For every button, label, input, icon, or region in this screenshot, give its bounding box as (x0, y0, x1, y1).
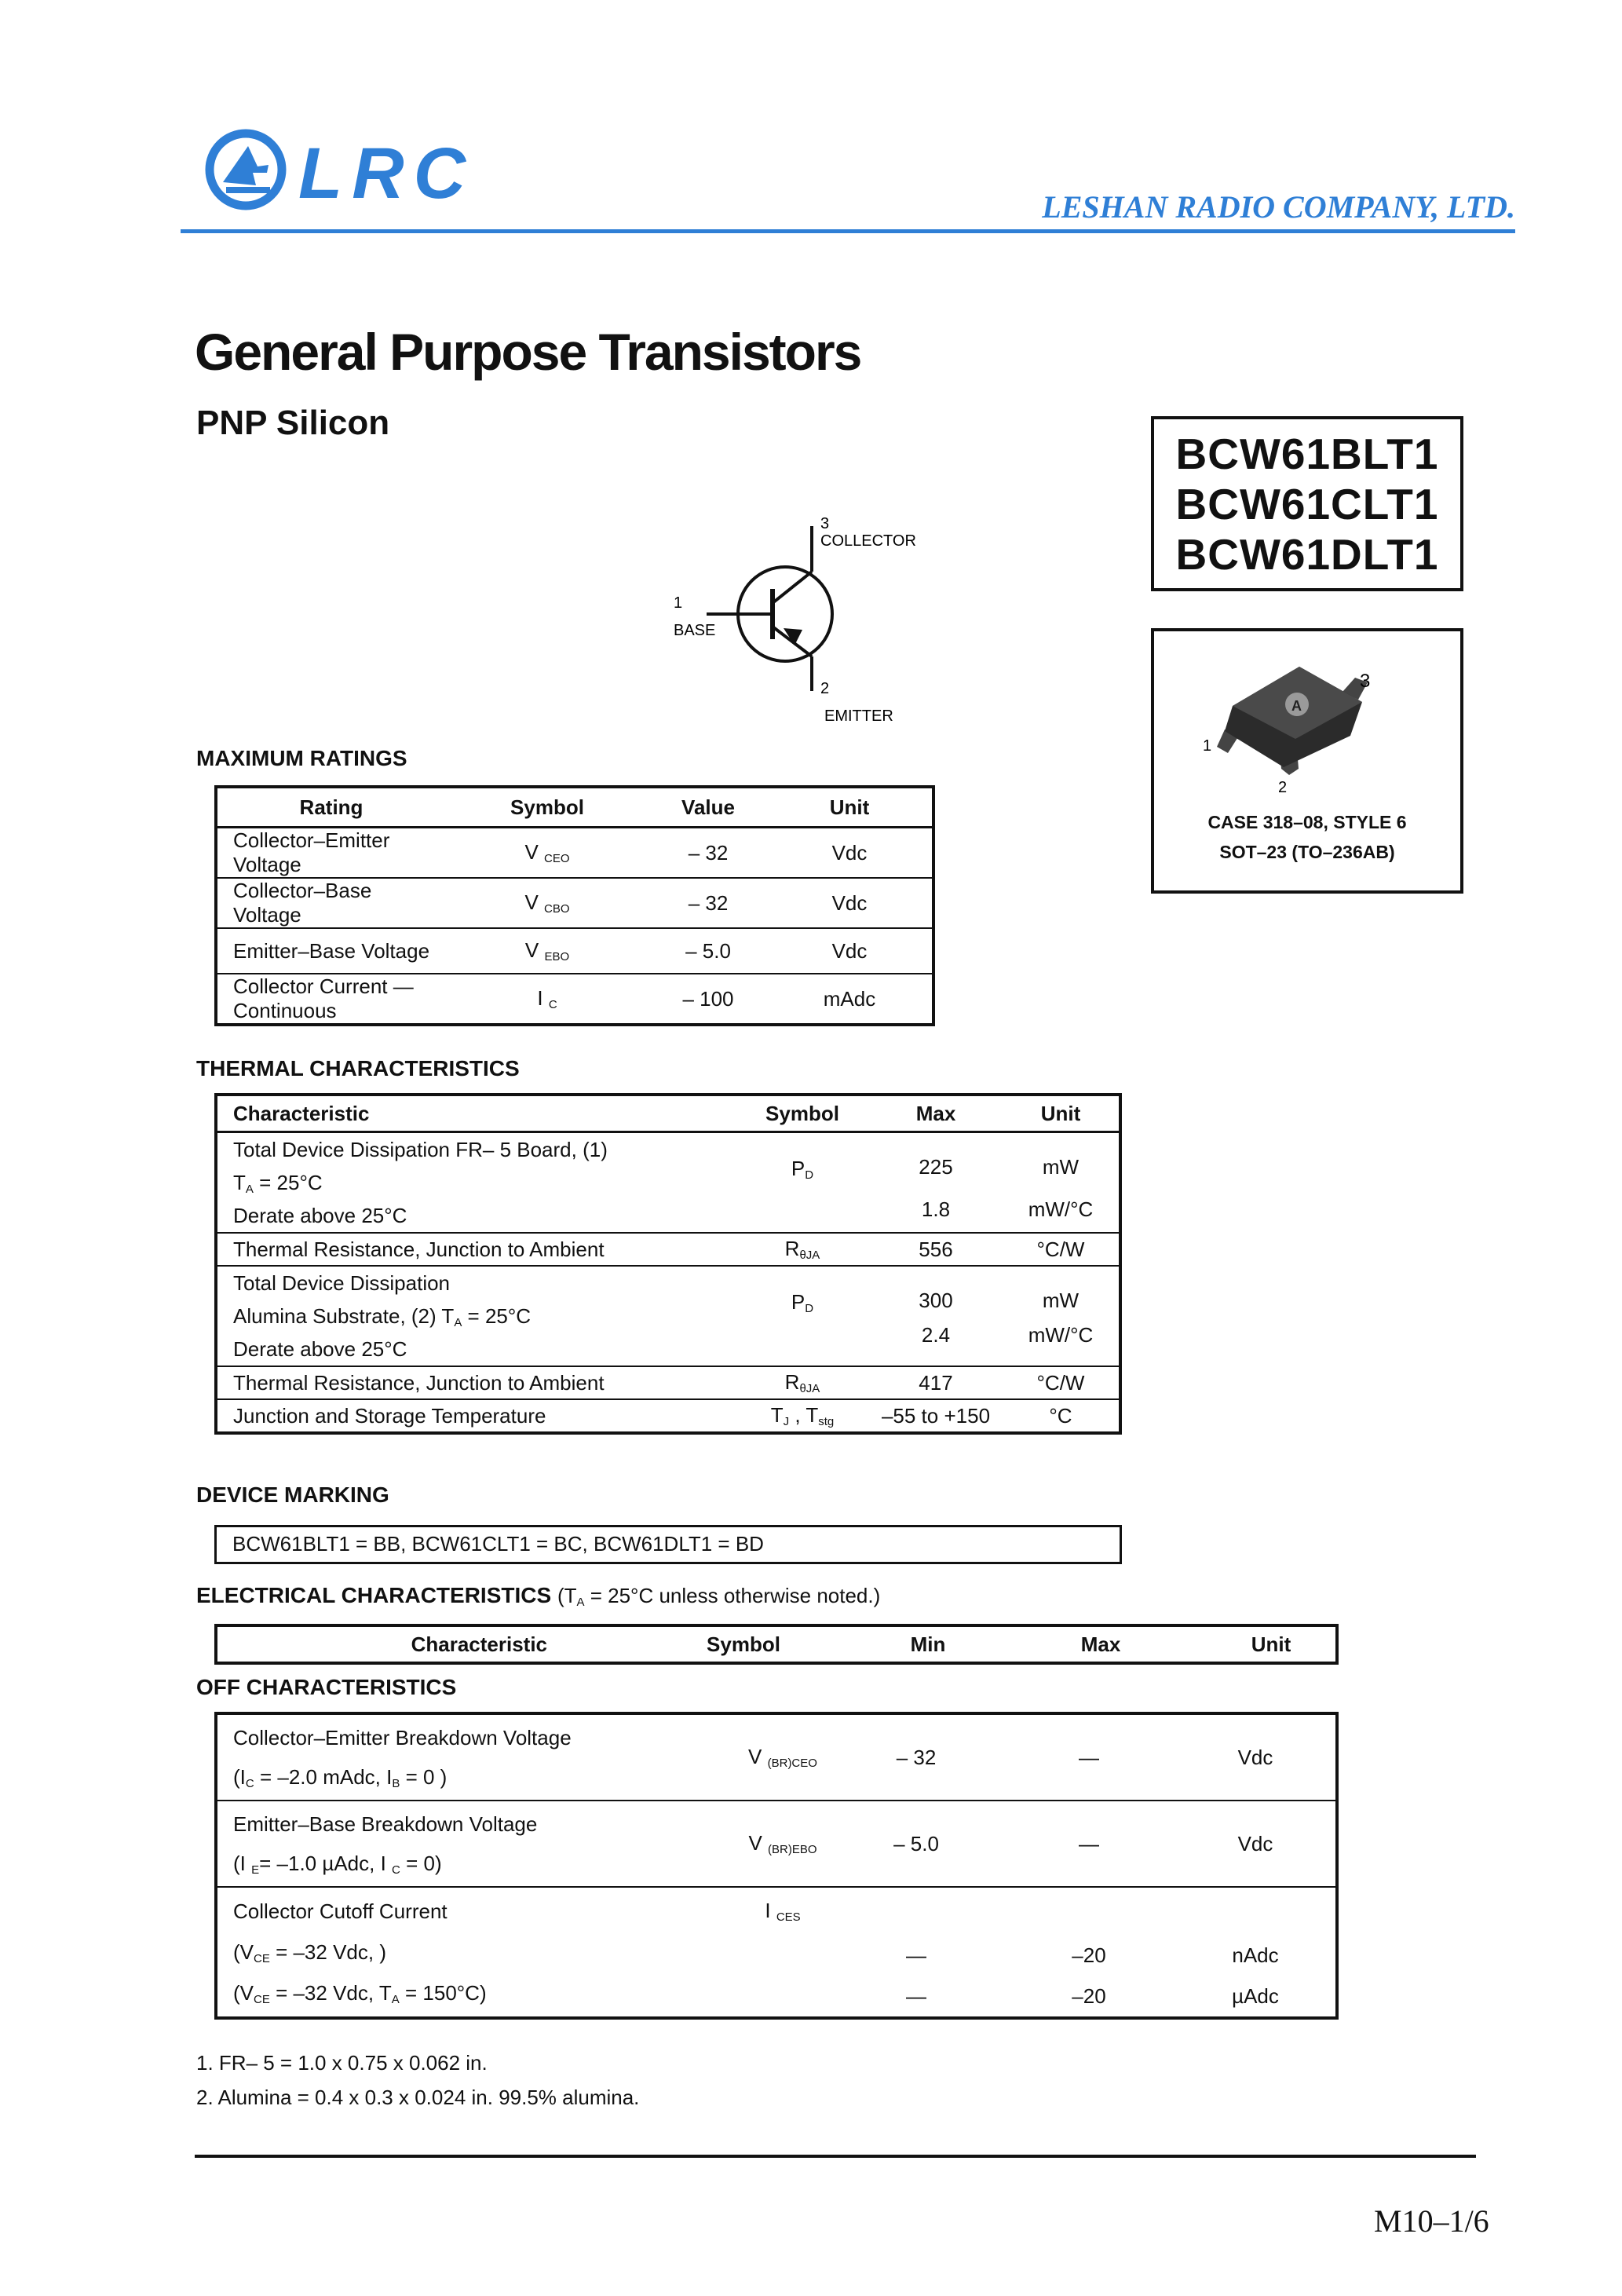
unit-cell: Vdc (831, 840, 868, 865)
package-box (1151, 628, 1463, 894)
part-number-box (1151, 416, 1463, 591)
sot-label: SOT–23 (TO–236AB) (1219, 842, 1395, 862)
emitter-label: EMITTER (824, 707, 893, 725)
characteristic-cell: Junction and Storage Temperature (216, 1399, 736, 1433)
table-row (216, 1713, 1337, 1801)
table-row (216, 1399, 1120, 1433)
max-cell: 225 1.8 (919, 1155, 953, 1221)
unit-cell: mAdc (767, 974, 933, 1025)
rating-cell: Collector–Emitter Voltage (233, 828, 390, 876)
symbol-cell: I $_C$ (445, 974, 649, 1025)
characteristic-cell: Total Device Dissipation FR– 5 Board, (1) $T_A = 25^\circ C$ Derate above 25°C (233, 1138, 608, 1227)
unit-cell: mW mW/°C (1028, 1155, 1094, 1221)
table-row (216, 878, 933, 928)
col-symbol: Symbol (736, 1095, 869, 1132)
rating-cell: Collector Current — Continuous (216, 974, 445, 1025)
max-cell: 300 2.4 (869, 1266, 1003, 1366)
pin3-number: 3 (820, 515, 830, 532)
characteristic-cell: Emitter–Base Breakdown Voltage (I $_E$= –1.0 µAdc, I $_C$ = 0) (216, 1801, 736, 1887)
off-characteristics-table (214, 1712, 1339, 2020)
characteristic-cell: Collector–Emitter Breakdown Voltage ($I_C = -2.0$ mAdc, $I_B = 0$ ) (233, 1726, 572, 1790)
pkg-pin3-label: 3 (1360, 671, 1371, 692)
table-row (216, 1366, 1120, 1399)
max-cell: 417 (869, 1366, 1003, 1399)
max-ratings-table (214, 785, 935, 1026)
min-cell: – 5.0 (830, 1801, 1003, 1887)
characteristic-cell: Total Device Dissipation Alumina Substrate, (2) $T_A = 25^\circ C$ Derate above 25°C (216, 1266, 736, 1366)
table-row (216, 828, 933, 879)
characteristic-cell: Thermal Resistance, Junction to Ambient (216, 1366, 736, 1399)
unit-cell: Vdc (1237, 1745, 1273, 1769)
collector-label: COLLECTOR (820, 532, 916, 550)
page-number: M10–1/6 (1374, 2203, 1489, 2239)
col-value: Value (649, 787, 767, 828)
device-marking-text: BCW61BLT1 = BB, BCW61CLT1 = BC, BCW61DLT1 = BD (232, 1532, 764, 1556)
col-characteristic: Characteristic (216, 1095, 736, 1132)
unit-cell: Vdc (1175, 1801, 1337, 1887)
symbol-cell: $R_{\theta JA}$ (736, 1233, 869, 1266)
characteristic-cell: Thermal Resistance, Junction to Ambient (216, 1233, 736, 1266)
value-cell: – 100 (649, 974, 767, 1025)
unit-cell: °C/W (1003, 1366, 1120, 1399)
thermal-heading: THERMAL CHARACTERISTICS (196, 1056, 520, 1080)
pnp-transistor-symbol (659, 510, 958, 730)
part-number: BCW61CLT1 (1175, 480, 1439, 528)
table-row (216, 1887, 1337, 2018)
col-min: Min (910, 1632, 946, 1656)
pkg-pin2-label: 2 (1278, 779, 1288, 796)
value-cell: – 32 (688, 840, 729, 865)
footnote: 2. Alumina = 0.4 x 0.3 x 0.024 in. 99.5% alumina. (196, 2086, 640, 2109)
max-cell: –55 to +150 (869, 1399, 1003, 1433)
pkg-pin1-label: 1 (1203, 737, 1212, 755)
symbol-cell: $P_D$ (791, 1157, 814, 1182)
table-row (216, 1801, 1337, 1887)
unit-cell: °C/W (1003, 1233, 1120, 1266)
col-unit: Unit (1003, 1095, 1120, 1132)
table-row (216, 1132, 1120, 1234)
table-row (216, 928, 933, 974)
symbol-cell: $P_D$ (736, 1266, 869, 1366)
part-number: BCW61DLT1 (1175, 530, 1439, 579)
symbol-cell: $R_{\theta JA}$ (736, 1366, 869, 1399)
symbol-cell: I $_{CES}$ (736, 1887, 830, 2018)
lrc-logo (203, 126, 517, 220)
case-label: CASE 318–08, STYLE 6 (1207, 812, 1407, 832)
table-row (216, 1266, 1120, 1366)
pin2-number: 2 (820, 680, 830, 697)
sot23-package-image (1193, 643, 1429, 800)
header-rule (181, 229, 1515, 233)
col-characteristic: Characteristic (411, 1632, 547, 1656)
logo-text: LRC (298, 133, 476, 214)
col-rating: Rating (216, 787, 445, 828)
table-row (216, 1233, 1120, 1266)
max-cell: — (1079, 1745, 1099, 1769)
col-max: Max (869, 1095, 1003, 1132)
page-subtitle: PNP Silicon (196, 404, 390, 442)
table-row (216, 974, 933, 1025)
off-characteristics-heading: OFF CHARACTERISTICS (196, 1675, 457, 1699)
base-label: BASE (674, 622, 716, 639)
symbol-cell: V $_{(BR)EBO}$ (736, 1801, 830, 1887)
unit-cell: Vdc (767, 928, 933, 974)
company-name: LESHAN RADIO COMPANY, LTD. (1042, 189, 1515, 225)
col-unit: Unit (767, 787, 933, 828)
unit-cell: °C (1003, 1399, 1120, 1433)
part-number: BCW61BLT1 (1175, 430, 1439, 478)
col-symbol: Symbol (445, 787, 649, 828)
symbol-cell: V $_{EBO}$ (445, 928, 649, 974)
min-cell: – 32 (896, 1745, 937, 1769)
characteristic-cell: Collector Cutoff Current ($V_{CE} = -32$ Vdc, ) ($V_{CE} = -32$ Vdc, $T_A = 150^\circ C$) (216, 1887, 736, 2018)
pin1-number: 1 (674, 594, 683, 612)
col-max: Max (1080, 1632, 1121, 1656)
min-cell: — — (830, 1887, 1003, 2018)
device-marking-box (214, 1525, 1122, 1564)
symbol-cell: $T_J$ , $T_{stg}$ (736, 1399, 869, 1433)
symbol-cell: V $_{CEO}$ (524, 840, 570, 865)
unit-cell: mW mW/°C (1003, 1266, 1120, 1366)
symbol-cell: V $_{CBO}$ (445, 878, 649, 928)
unit-cell: Vdc (767, 878, 933, 928)
max-cell: –20 –20 (1003, 1887, 1175, 2018)
unit-cell: nAdc µAdc (1175, 1887, 1337, 2018)
rating-cell: Collector–Base Voltage (216, 878, 445, 928)
value-cell: – 5.0 (649, 928, 767, 974)
rating-cell: Emitter–Base Voltage (216, 928, 445, 974)
page-title: General Purpose Transistors (195, 323, 861, 381)
footer-rule (195, 2155, 1476, 2158)
max-cell: 556 (869, 1233, 1003, 1266)
col-symbol: Symbol (707, 1632, 780, 1656)
thermal-table (214, 1093, 1122, 1435)
device-marking-heading: DEVICE MARKING (196, 1483, 389, 1507)
col-unit: Unit (1251, 1632, 1291, 1656)
svg-text:A: A (1291, 698, 1302, 714)
electrical-heading: ELECTRICAL CHARACTERISTICS ($T_A = 25^\circ C$ unless otherwise noted.) (196, 1583, 881, 1609)
electrical-header-table (214, 1624, 1339, 1665)
symbol-cell: V $_{(BR)CEO}$ (748, 1745, 817, 1770)
max-cell: — (1003, 1801, 1175, 1887)
value-cell: – 32 (649, 878, 767, 928)
footnote: 1. FR– 5 = 1.0 x 0.75 x 0.062 in. (196, 2051, 488, 2075)
max-ratings-heading: MAXIMUM RATINGS (196, 746, 407, 770)
